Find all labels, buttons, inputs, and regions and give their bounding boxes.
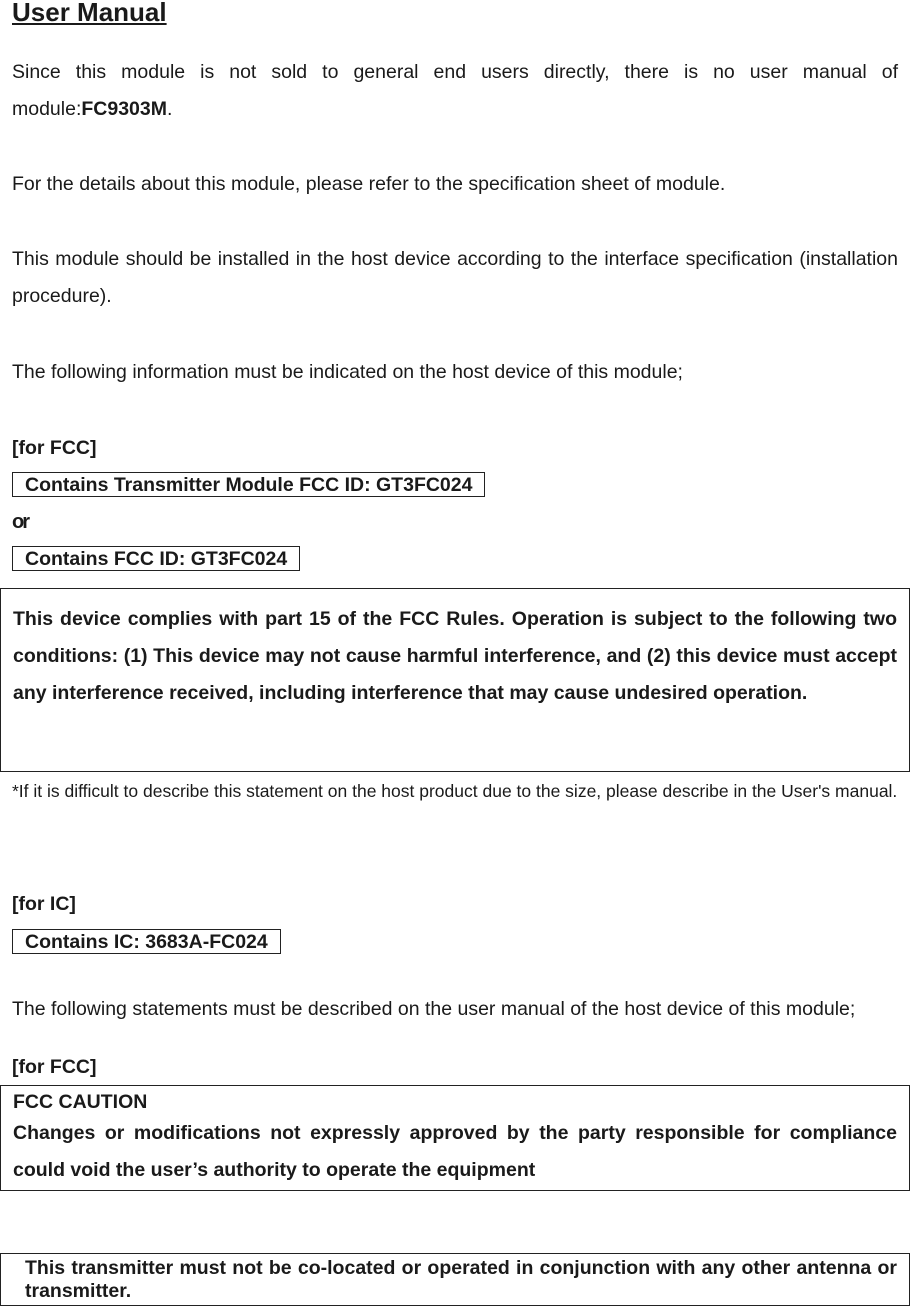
or-text: or	[12, 511, 28, 533]
install-paragraph: This module should be installed in the host device according to the interface specification (installation procedure).	[12, 248, 898, 307]
fcc-heading: [for FCC]	[12, 437, 97, 459]
fcc-caution-title: FCC CAUTION	[13, 1091, 148, 1113]
fcc-compliance-text: This device complies with part 15 of the FCC Rules. Operation is subject to the following two conditions: (1) This device may not cause harmful interference, and (2) this device must accept any interference received, including interference that may cause undesired operation.	[13, 608, 897, 704]
page-title: User Manual	[12, 0, 167, 27]
ic-heading: [for IC]	[12, 893, 76, 915]
fcc-caution-box	[0, 1085, 910, 1191]
colocation-box	[0, 1253, 910, 1306]
intro-text: Since this module is not sold to general end users directly, there is no user manual of module:	[12, 61, 898, 120]
statements-paragraph: The following statements must be described on the user manual of the host device of this module;	[12, 998, 856, 1020]
details-paragraph: For the details about this module, please refer to the specification sheet of module.	[12, 173, 726, 195]
indicate-paragraph: The following information must be indicated on the host device of this module;	[12, 361, 683, 383]
intro-end: .	[167, 98, 173, 120]
fcc-statements-heading: [for FCC]	[12, 1056, 97, 1078]
module-model: FC9303M	[81, 98, 167, 120]
fcc-compliance-box	[0, 588, 910, 772]
ic-label: Contains IC: 3683A-FC024	[12, 929, 281, 954]
fcc-caution-text: Changes or modifications not expressly approved by the party responsible for compliance could void the user’s authority to operate the equipment	[13, 1122, 897, 1181]
size-note: *If it is difficult to describe this statement on the host product due to the size, please describe in the User's manual.	[12, 781, 898, 801]
intro-paragraph	[12, 54, 898, 128]
fcc-label-long: Contains Transmitter Module FCC ID: GT3FC024	[12, 472, 485, 497]
colocation-text: This transmitter must not be co-located or operated in conjunction with any other antenna or transmitter.	[25, 1257, 897, 1302]
fcc-label-short: Contains FCC ID: GT3FC024	[12, 546, 300, 571]
